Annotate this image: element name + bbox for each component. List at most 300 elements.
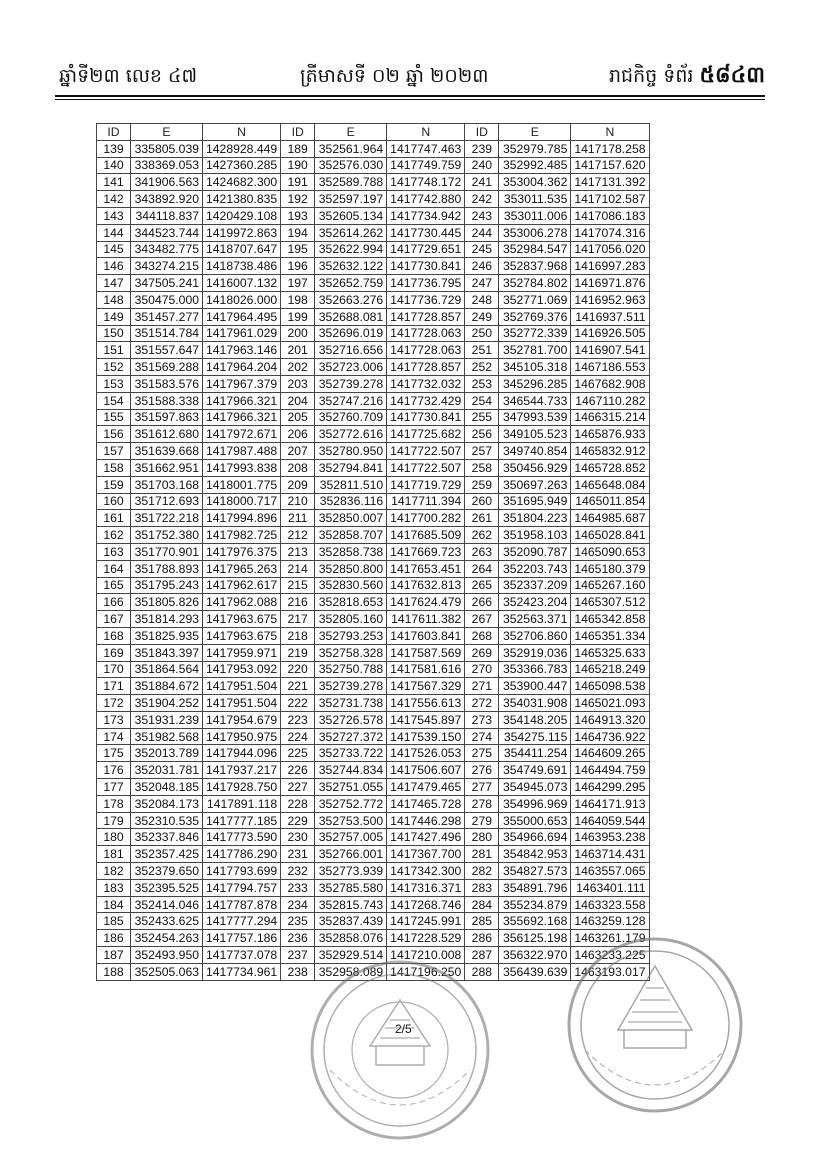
cell-northing: 1467682.908 bbox=[571, 375, 649, 392]
cell-northing: 1417736.729 bbox=[387, 291, 465, 308]
table-row bbox=[97, 241, 650, 258]
cell-northing: 1417736.795 bbox=[387, 275, 465, 292]
cell-easting: 352379.650 bbox=[131, 863, 203, 880]
cell-easting: 351804.223 bbox=[499, 510, 571, 527]
cell-northing: 1416937.511 bbox=[571, 308, 649, 325]
cell-easting: 350697.263 bbox=[499, 476, 571, 493]
cell-id: 262 bbox=[465, 527, 499, 544]
cell-id: 223 bbox=[281, 711, 315, 728]
gazette-page-label bbox=[609, 62, 765, 90]
cell-northing: 1417728.857 bbox=[387, 308, 465, 325]
cell-id: 264 bbox=[465, 560, 499, 577]
cell-easting: 352723.006 bbox=[315, 359, 387, 376]
cell-northing: 1417748.172 bbox=[387, 174, 465, 191]
cell-id: 261 bbox=[465, 510, 499, 527]
cell-northing: 1417732.032 bbox=[387, 375, 465, 392]
cell-id: 228 bbox=[281, 795, 315, 812]
cell-northing: 1417603.841 bbox=[387, 627, 465, 644]
cell-id: 163 bbox=[97, 543, 131, 560]
table-row bbox=[97, 392, 650, 409]
column-header-n: N bbox=[571, 124, 649, 141]
column-header-e: E bbox=[131, 124, 203, 141]
cell-easting: 352395.525 bbox=[131, 879, 203, 896]
cell-id: 251 bbox=[465, 342, 499, 359]
cell-id: 155 bbox=[97, 409, 131, 426]
cell-northing: 1465021.093 bbox=[571, 695, 649, 712]
cell-easting: 352772.616 bbox=[315, 426, 387, 443]
cell-id: 257 bbox=[465, 443, 499, 460]
cell-northing: 1417967.379 bbox=[203, 375, 281, 392]
cell-id: 225 bbox=[281, 745, 315, 762]
cell-easting: 354827.573 bbox=[499, 863, 571, 880]
cell-northing: 1417734.961 bbox=[203, 963, 281, 980]
cell-easting: 351712.693 bbox=[131, 493, 203, 510]
cell-easting: 351597.863 bbox=[131, 409, 203, 426]
cell-northing: 1417427.496 bbox=[387, 829, 465, 846]
cell-northing: 1417367.700 bbox=[387, 846, 465, 863]
cell-easting: 343482.775 bbox=[131, 241, 203, 258]
cell-id: 277 bbox=[465, 779, 499, 796]
cell-easting: 351457.277 bbox=[131, 308, 203, 325]
cell-northing: 1417964.204 bbox=[203, 359, 281, 376]
cell-id: 254 bbox=[465, 392, 499, 409]
cell-id: 239 bbox=[465, 140, 499, 157]
cell-northing: 1417944.096 bbox=[203, 745, 281, 762]
cell-easting: 351722.218 bbox=[131, 510, 203, 527]
cell-easting: 355234.879 bbox=[499, 896, 571, 913]
cell-northing: 1466315.214 bbox=[571, 409, 649, 426]
cell-id: 214 bbox=[281, 560, 315, 577]
cell-northing: 1417737.078 bbox=[203, 947, 281, 964]
cell-id: 170 bbox=[97, 661, 131, 678]
cell-id: 178 bbox=[97, 795, 131, 812]
cell-id: 165 bbox=[97, 577, 131, 594]
cell-northing: 1417777.185 bbox=[203, 812, 281, 829]
cell-easting: 352505.063 bbox=[131, 963, 203, 980]
cell-id: 193 bbox=[281, 207, 315, 224]
cell-easting: 353011.006 bbox=[499, 207, 571, 224]
cell-easting: 354148.205 bbox=[499, 711, 571, 728]
cell-northing: 1417730.841 bbox=[387, 258, 465, 275]
cell-easting: 351588.338 bbox=[131, 392, 203, 409]
cell-id: 279 bbox=[465, 812, 499, 829]
cell-easting: 352357.425 bbox=[131, 846, 203, 863]
cell-northing: 1417794.757 bbox=[203, 879, 281, 896]
cell-id: 167 bbox=[97, 611, 131, 628]
cell-id: 276 bbox=[465, 762, 499, 779]
cell-id: 250 bbox=[465, 325, 499, 342]
cell-easting: 352751.055 bbox=[315, 779, 387, 796]
cell-easting: 352781.700 bbox=[499, 342, 571, 359]
cell-easting: 352785.580 bbox=[315, 879, 387, 896]
cell-northing: 1465090.653 bbox=[571, 543, 649, 560]
cell-id: 171 bbox=[97, 678, 131, 695]
cell-easting: 352731.738 bbox=[315, 695, 387, 712]
cell-id: 238 bbox=[281, 963, 315, 980]
cell-id: 215 bbox=[281, 577, 315, 594]
cell-id: 196 bbox=[281, 258, 315, 275]
cell-id: 173 bbox=[97, 711, 131, 728]
cell-id: 241 bbox=[465, 174, 499, 191]
cell-easting: 344523.744 bbox=[131, 224, 203, 241]
cell-id: 260 bbox=[465, 493, 499, 510]
cell-northing: 1417728.063 bbox=[387, 325, 465, 342]
cell-northing: 1416997.283 bbox=[571, 258, 649, 275]
cell-id: 172 bbox=[97, 695, 131, 712]
cell-easting: 351805.826 bbox=[131, 594, 203, 611]
cell-northing: 1463714.431 bbox=[571, 846, 649, 863]
cell-id: 146 bbox=[97, 258, 131, 275]
cell-northing: 1417711.394 bbox=[387, 493, 465, 510]
cell-easting: 352337.846 bbox=[131, 829, 203, 846]
cell-id: 208 bbox=[281, 459, 315, 476]
cell-id: 175 bbox=[97, 745, 131, 762]
cell-northing: 1417928.750 bbox=[203, 779, 281, 796]
cell-id: 158 bbox=[97, 459, 131, 476]
cell-northing: 1465098.538 bbox=[571, 678, 649, 695]
cell-easting: 352758.328 bbox=[315, 644, 387, 661]
cell-easting: 352750.788 bbox=[315, 661, 387, 678]
cell-id: 183 bbox=[97, 879, 131, 896]
table-row bbox=[97, 342, 650, 359]
cell-id: 187 bbox=[97, 947, 131, 964]
cell-easting: 352772.339 bbox=[499, 325, 571, 342]
cell-id: 145 bbox=[97, 241, 131, 258]
cell-northing: 1416007.132 bbox=[203, 275, 281, 292]
cell-id: 237 bbox=[281, 947, 315, 964]
column-header-id: ID bbox=[465, 124, 499, 141]
cell-northing: 1416971.876 bbox=[571, 275, 649, 292]
cell-northing: 1417086.183 bbox=[571, 207, 649, 224]
cell-easting: 352739.278 bbox=[315, 678, 387, 695]
cell-northing: 1417506.607 bbox=[387, 762, 465, 779]
cell-easting: 335805.039 bbox=[131, 140, 203, 157]
cell-id: 227 bbox=[281, 779, 315, 796]
cell-id: 222 bbox=[281, 695, 315, 712]
cell-easting: 352576.030 bbox=[315, 157, 387, 174]
cell-id: 210 bbox=[281, 493, 315, 510]
cell-id: 236 bbox=[281, 930, 315, 947]
cell-id: 186 bbox=[97, 930, 131, 947]
cell-id: 174 bbox=[97, 728, 131, 745]
cell-easting: 352597.197 bbox=[315, 191, 387, 208]
cell-easting: 351795.243 bbox=[131, 577, 203, 594]
cell-id: 203 bbox=[281, 375, 315, 392]
cell-easting: 351814.293 bbox=[131, 611, 203, 628]
cell-id: 139 bbox=[97, 140, 131, 157]
cell-id: 268 bbox=[465, 627, 499, 644]
cell-id: 281 bbox=[465, 846, 499, 863]
cell-northing: 1465011.854 bbox=[571, 493, 649, 510]
cell-id: 180 bbox=[97, 829, 131, 846]
cell-easting: 352818.653 bbox=[315, 594, 387, 611]
cell-northing: 1417966.321 bbox=[203, 409, 281, 426]
cell-northing: 1464913.320 bbox=[571, 711, 649, 728]
cell-easting: 351514.784 bbox=[131, 325, 203, 342]
cell-northing: 1417056.020 bbox=[571, 241, 649, 258]
cell-northing: 1419972.863 bbox=[203, 224, 281, 241]
cell-northing: 1417742.880 bbox=[387, 191, 465, 208]
cell-northing: 1463193.017 bbox=[571, 963, 649, 980]
cell-id: 213 bbox=[281, 543, 315, 560]
cell-easting: 352984.547 bbox=[499, 241, 571, 258]
cell-easting: 352773.939 bbox=[315, 863, 387, 880]
cell-easting: 352837.968 bbox=[499, 258, 571, 275]
cell-easting: 352739.278 bbox=[315, 375, 387, 392]
cell-northing: 1417961.029 bbox=[203, 325, 281, 342]
cell-id: 181 bbox=[97, 846, 131, 863]
cell-northing: 1417316.371 bbox=[387, 879, 465, 896]
table-row bbox=[97, 476, 650, 493]
cell-id: 216 bbox=[281, 594, 315, 611]
cell-northing: 1417196.250 bbox=[387, 963, 465, 980]
cell-easting: 356125.198 bbox=[499, 930, 571, 947]
cell-id: 182 bbox=[97, 863, 131, 880]
cell-id: 151 bbox=[97, 342, 131, 359]
cell-id: 184 bbox=[97, 896, 131, 913]
cell-northing: 1424682.300 bbox=[203, 174, 281, 191]
cell-easting: 352766.001 bbox=[315, 846, 387, 863]
cell-id: 166 bbox=[97, 594, 131, 611]
cell-northing: 1417700.282 bbox=[387, 510, 465, 527]
cell-northing: 1417228.529 bbox=[387, 930, 465, 947]
table-row bbox=[97, 375, 650, 392]
cell-northing: 1417268.746 bbox=[387, 896, 465, 913]
cell-id: 169 bbox=[97, 644, 131, 661]
cell-northing: 1463233.225 bbox=[571, 947, 649, 964]
cell-id: 242 bbox=[465, 191, 499, 208]
cell-easting: 353004.362 bbox=[499, 174, 571, 191]
cell-northing: 1465267.160 bbox=[571, 577, 649, 594]
table-row bbox=[97, 930, 650, 947]
cell-id: 156 bbox=[97, 426, 131, 443]
cell-northing: 1417685.509 bbox=[387, 527, 465, 544]
table-row bbox=[97, 812, 650, 829]
quarter-label: ត្រីមាសទី ០២ ឆ្នាំ ២០២៣ bbox=[300, 65, 489, 87]
cell-northing: 1418026.000 bbox=[203, 291, 281, 308]
cell-northing: 1418001.775 bbox=[203, 476, 281, 493]
cell-easting: 345296.285 bbox=[499, 375, 571, 392]
cell-id: 259 bbox=[465, 476, 499, 493]
cell-northing: 1465218.249 bbox=[571, 661, 649, 678]
cell-easting: 352727.372 bbox=[315, 728, 387, 745]
cell-northing: 1416907.541 bbox=[571, 342, 649, 359]
cell-northing: 1465876.933 bbox=[571, 426, 649, 443]
cell-northing: 1417937.217 bbox=[203, 762, 281, 779]
cell-easting: 351695.949 bbox=[499, 493, 571, 510]
cell-northing: 1417987.488 bbox=[203, 443, 281, 460]
cell-id: 244 bbox=[465, 224, 499, 241]
year-issue-label: ឆ្នាំទី២៣ លេខ ៤៧ bbox=[59, 65, 198, 87]
cell-id: 147 bbox=[97, 275, 131, 292]
cell-id: 200 bbox=[281, 325, 315, 342]
cell-easting: 352794.841 bbox=[315, 459, 387, 476]
cell-northing: 1467110.282 bbox=[571, 392, 649, 409]
table-row bbox=[97, 527, 650, 544]
table-row bbox=[97, 611, 650, 628]
cell-id: 220 bbox=[281, 661, 315, 678]
cell-northing: 1417102.587 bbox=[571, 191, 649, 208]
cell-northing: 1417732.429 bbox=[387, 392, 465, 409]
column-header-id: ID bbox=[97, 124, 131, 141]
cell-id: 159 bbox=[97, 476, 131, 493]
table-row bbox=[97, 291, 650, 308]
cell-easting: 351843.397 bbox=[131, 644, 203, 661]
cell-easting: 352837.439 bbox=[315, 913, 387, 930]
cell-easting: 352784.802 bbox=[499, 275, 571, 292]
cell-northing: 1427360.285 bbox=[203, 157, 281, 174]
cell-easting: 352310.535 bbox=[131, 812, 203, 829]
table-row bbox=[97, 711, 650, 728]
cell-northing: 1417747.463 bbox=[387, 140, 465, 157]
cell-id: 197 bbox=[281, 275, 315, 292]
cell-id: 201 bbox=[281, 342, 315, 359]
table-row bbox=[97, 795, 650, 812]
column-header-e: E bbox=[499, 124, 571, 141]
cell-northing: 1463557.065 bbox=[571, 863, 649, 880]
cell-northing: 1420429.108 bbox=[203, 207, 281, 224]
cell-easting: 351884.672 bbox=[131, 678, 203, 695]
cell-northing: 1464171.913 bbox=[571, 795, 649, 812]
cell-easting: 352031.781 bbox=[131, 762, 203, 779]
table-row bbox=[97, 459, 650, 476]
cell-easting: 354749.691 bbox=[499, 762, 571, 779]
cell-id: 154 bbox=[97, 392, 131, 409]
cell-northing: 1417891.118 bbox=[203, 795, 281, 812]
cell-id: 270 bbox=[465, 661, 499, 678]
cell-id: 235 bbox=[281, 913, 315, 930]
cell-northing: 1417966.321 bbox=[203, 392, 281, 409]
cell-easting: 352771.069 bbox=[499, 291, 571, 308]
cell-northing: 1465351.334 bbox=[571, 627, 649, 644]
table-row bbox=[97, 745, 650, 762]
cell-easting: 352696.019 bbox=[315, 325, 387, 342]
cell-northing: 1417972.671 bbox=[203, 426, 281, 443]
table-row bbox=[97, 543, 650, 560]
cell-id: 233 bbox=[281, 879, 315, 896]
cell-northing: 1417993.838 bbox=[203, 459, 281, 476]
cell-easting: 352622.994 bbox=[315, 241, 387, 258]
cell-northing: 1417669.723 bbox=[387, 543, 465, 560]
table-row bbox=[97, 728, 650, 745]
cell-id: 272 bbox=[465, 695, 499, 712]
table-row bbox=[97, 963, 650, 980]
cell-easting: 352605.134 bbox=[315, 207, 387, 224]
cell-id: 211 bbox=[281, 510, 315, 527]
cell-northing: 1417526.053 bbox=[387, 745, 465, 762]
cell-northing: 1417722.507 bbox=[387, 443, 465, 460]
cell-id: 284 bbox=[465, 896, 499, 913]
cell-northing: 1417962.617 bbox=[203, 577, 281, 594]
cell-northing: 1417653.451 bbox=[387, 560, 465, 577]
cell-easting: 352979.785 bbox=[499, 140, 571, 157]
cell-northing: 1464609.265 bbox=[571, 745, 649, 762]
cell-northing: 1417725.682 bbox=[387, 426, 465, 443]
cell-northing: 1417757.186 bbox=[203, 930, 281, 947]
table-row bbox=[97, 510, 650, 527]
cell-northing: 1464059.544 bbox=[571, 812, 649, 829]
cell-northing: 1417963.675 bbox=[203, 627, 281, 644]
cell-id: 148 bbox=[97, 291, 131, 308]
table-row bbox=[97, 409, 650, 426]
cell-northing: 1417131.392 bbox=[571, 174, 649, 191]
cell-easting: 352858.707 bbox=[315, 527, 387, 544]
cell-id: 232 bbox=[281, 863, 315, 880]
cell-easting: 352663.276 bbox=[315, 291, 387, 308]
cell-id: 274 bbox=[465, 728, 499, 745]
table-row bbox=[97, 308, 650, 325]
table-row bbox=[97, 863, 650, 880]
table-row bbox=[97, 191, 650, 208]
cell-id: 218 bbox=[281, 627, 315, 644]
cell-northing: 1417730.445 bbox=[387, 224, 465, 241]
cell-id: 285 bbox=[465, 913, 499, 930]
cell-northing: 1417632.813 bbox=[387, 577, 465, 594]
cell-easting: 351612.680 bbox=[131, 426, 203, 443]
table-row bbox=[97, 493, 650, 510]
cell-id: 152 bbox=[97, 359, 131, 376]
cell-easting: 354031.908 bbox=[499, 695, 571, 712]
cell-northing: 1417976.375 bbox=[203, 543, 281, 560]
cell-easting: 350456.929 bbox=[499, 459, 571, 476]
cell-easting: 338369.053 bbox=[131, 157, 203, 174]
cell-id: 263 bbox=[465, 543, 499, 560]
cell-northing: 1464736.922 bbox=[571, 728, 649, 745]
cell-northing: 1464494.759 bbox=[571, 762, 649, 779]
cell-easting: 354891.796 bbox=[499, 879, 571, 896]
cell-easting: 352090.787 bbox=[499, 543, 571, 560]
cell-id: 202 bbox=[281, 359, 315, 376]
cell-easting: 351788.893 bbox=[131, 560, 203, 577]
cell-northing: 1417965.263 bbox=[203, 560, 281, 577]
cell-easting: 352858.076 bbox=[315, 930, 387, 947]
cell-northing: 1417734.942 bbox=[387, 207, 465, 224]
cell-easting: 346544.733 bbox=[499, 392, 571, 409]
cell-easting: 345105.318 bbox=[499, 359, 571, 376]
cell-id: 141 bbox=[97, 174, 131, 191]
cell-northing: 1417951.504 bbox=[203, 695, 281, 712]
cell-easting: 351904.252 bbox=[131, 695, 203, 712]
cell-id: 160 bbox=[97, 493, 131, 510]
cell-easting: 352793.253 bbox=[315, 627, 387, 644]
column-header-id: ID bbox=[281, 124, 315, 141]
cell-id: 142 bbox=[97, 191, 131, 208]
cell-northing: 1417953.092 bbox=[203, 661, 281, 678]
cell-id: 143 bbox=[97, 207, 131, 224]
cell-id: 229 bbox=[281, 812, 315, 829]
page-indicator: 2/5 bbox=[395, 1022, 412, 1036]
table-row bbox=[97, 644, 650, 661]
cell-easting: 355692.168 bbox=[499, 913, 571, 930]
cell-id: 189 bbox=[281, 140, 315, 157]
cell-easting: 351703.168 bbox=[131, 476, 203, 493]
cell-easting: 352805.160 bbox=[315, 611, 387, 628]
cell-easting: 356322.970 bbox=[499, 947, 571, 964]
table-row bbox=[97, 577, 650, 594]
table-row bbox=[97, 224, 650, 241]
table-row bbox=[97, 829, 650, 846]
cell-id: 192 bbox=[281, 191, 315, 208]
cell-easting: 352757.005 bbox=[315, 829, 387, 846]
cell-easting: 352493.950 bbox=[131, 947, 203, 964]
cell-northing: 1417587.569 bbox=[387, 644, 465, 661]
cell-id: 255 bbox=[465, 409, 499, 426]
cell-easting: 352337.209 bbox=[499, 577, 571, 594]
cell-id: 190 bbox=[281, 157, 315, 174]
cell-id: 231 bbox=[281, 846, 315, 863]
page-header bbox=[55, 62, 765, 96]
cell-easting: 352716.656 bbox=[315, 342, 387, 359]
